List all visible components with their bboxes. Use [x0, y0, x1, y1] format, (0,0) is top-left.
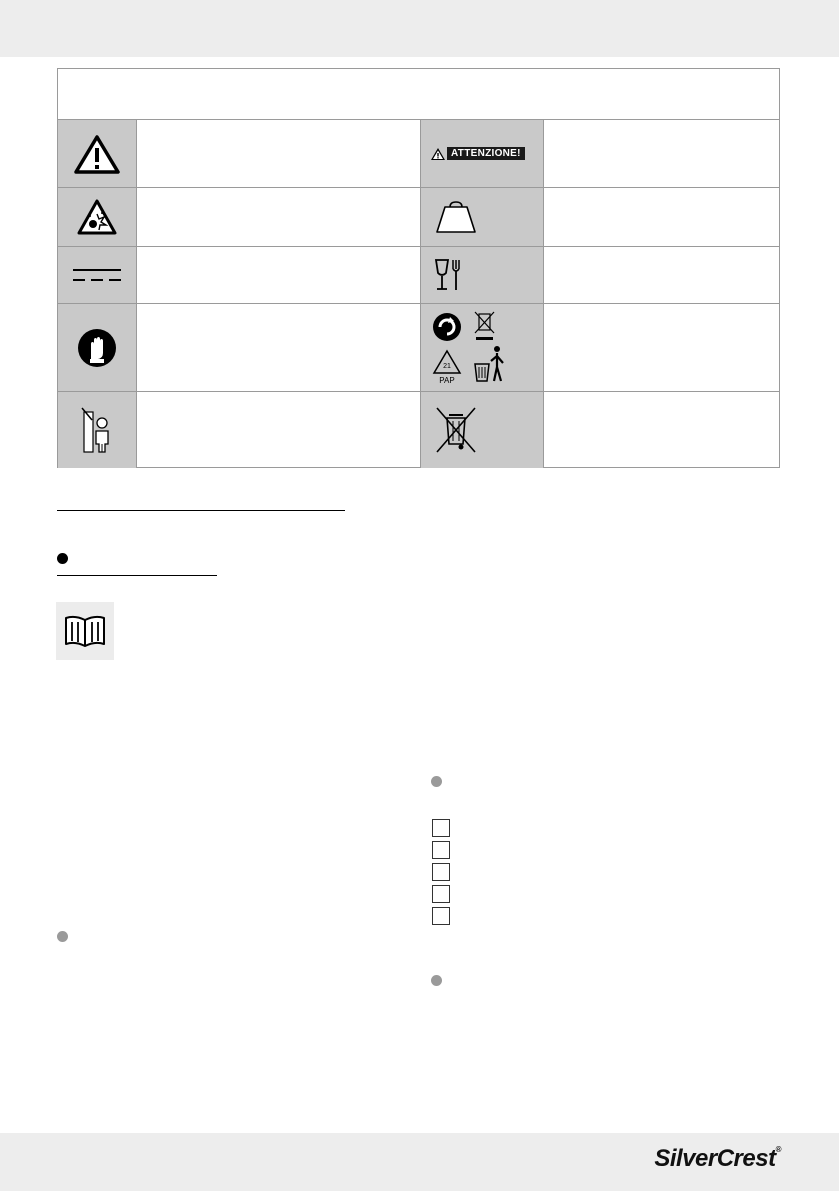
table-cell — [137, 188, 421, 246]
header-band — [0, 0, 839, 57]
table-row — [58, 247, 779, 304]
parts-number-box — [432, 907, 450, 925]
attenzione-label-icon — [421, 120, 544, 187]
wear-gloves-icon — [58, 304, 137, 391]
subsection-heading-rule — [57, 575, 217, 576]
attenzione-label: ATTENZIONE! — [447, 147, 525, 160]
table-cell — [137, 247, 421, 303]
crossed-bin-icon — [421, 392, 544, 468]
parts-number-box — [432, 841, 450, 859]
section-bullet — [431, 776, 442, 787]
parts-number-box — [432, 863, 450, 881]
table-cell — [137, 392, 421, 468]
section-heading-rule — [57, 510, 345, 511]
warning-triangle-icon — [58, 120, 137, 187]
direct-current-icon — [58, 247, 137, 303]
parts-number-box — [432, 819, 450, 837]
table-cell — [137, 120, 421, 187]
table-cell — [544, 392, 779, 468]
section-bullet — [57, 553, 68, 564]
weight-icon — [421, 188, 544, 246]
table-row — [58, 120, 779, 188]
table-cell — [137, 304, 421, 391]
book-icon — [56, 602, 114, 660]
table-cell — [544, 304, 779, 391]
table-cell — [544, 120, 779, 187]
table-row — [58, 392, 779, 468]
child-warning-icon — [58, 392, 137, 468]
food-safe-icon — [421, 247, 544, 303]
recycling-symbols-icon — [421, 304, 544, 391]
section-bullet — [57, 931, 68, 942]
pap-label: PAP — [439, 375, 455, 385]
explosion-hazard-icon — [58, 188, 137, 246]
table-row — [58, 304, 779, 392]
table-row — [58, 188, 779, 247]
table-cell — [544, 247, 779, 303]
symbols-table — [57, 68, 780, 468]
section-bullet — [431, 975, 442, 986]
parts-number-box — [432, 885, 450, 903]
brand-logo: SilverCrest® — [654, 1145, 781, 1172]
svg-text:21: 21 — [443, 362, 451, 370]
table-header — [58, 69, 779, 120]
brand-text: SilverCrest — [654, 1145, 776, 1172]
table-cell — [544, 188, 779, 246]
